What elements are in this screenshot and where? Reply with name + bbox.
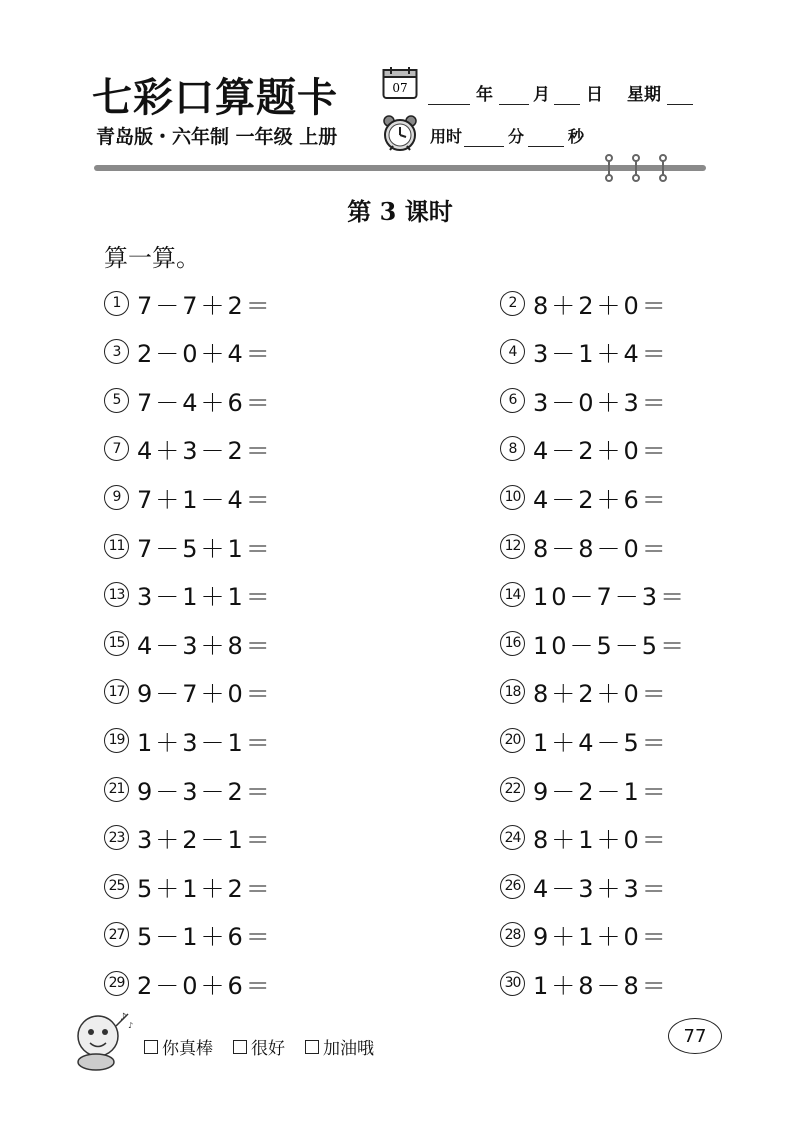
- rating-excellent-checkbox[interactable]: [144, 1040, 158, 1054]
- svg-text:♪: ♪: [120, 1012, 127, 1023]
- problem-expression: 2－0＋4＝: [137, 340, 273, 369]
- rating-good[interactable]: [233, 1034, 285, 1059]
- problem-number: 16: [500, 631, 525, 656]
- calendar-icon: [382, 66, 418, 100]
- problem-number: 20: [500, 728, 525, 753]
- problem-item: [500, 332, 669, 372]
- problem-item: [104, 575, 273, 615]
- problem-expression: 4－2＋6＝: [533, 485, 669, 514]
- problem-number: 7: [104, 436, 129, 461]
- problem-number: 5: [104, 388, 129, 413]
- problem-item: [104, 623, 273, 663]
- problem-item: [104, 720, 273, 760]
- time-spent-fields: [430, 124, 584, 147]
- rating-excellent[interactable]: [144, 1034, 213, 1059]
- problem-expression: 3＋2－1＝: [137, 826, 273, 855]
- minutes-label: 分: [508, 127, 525, 146]
- problem-item: [500, 915, 669, 955]
- problem-item: [104, 380, 273, 420]
- problem-expression: 1＋3－1＝: [137, 728, 273, 757]
- problem-number: 26: [500, 874, 525, 899]
- day-blank[interactable]: [554, 86, 580, 105]
- problem-expression: 4－3＋8＝: [137, 631, 273, 660]
- problem-expression: 7－5＋1＝: [137, 534, 273, 563]
- seconds-label: 秒: [568, 127, 585, 146]
- lesson-title: 第 3 课时: [347, 197, 453, 226]
- problem-expression: 2－0＋6＝: [137, 971, 273, 1000]
- month-blank[interactable]: [499, 86, 529, 105]
- problem-expression: 5－1＋6＝: [137, 923, 273, 952]
- problem-item: [500, 963, 669, 1003]
- problem-number: 28: [500, 922, 525, 947]
- problem-expression: 7－4＋6＝: [137, 388, 273, 417]
- problem-number: 24: [500, 825, 525, 850]
- problem-item: [500, 672, 669, 712]
- rating-excellent-label: 你真棒: [162, 1039, 213, 1059]
- year-blank[interactable]: [428, 86, 470, 105]
- problem-item: [104, 526, 273, 566]
- date-fields: [428, 80, 693, 105]
- problem-item: [104, 915, 273, 955]
- problem-item: [104, 672, 273, 712]
- cartoon-mascot-icon: [66, 1006, 136, 1072]
- problem-expression: 7－7＋2＝: [137, 291, 273, 320]
- problem-number: 22: [500, 777, 525, 802]
- problem-expression: 4－2＋0＝: [533, 437, 669, 466]
- problem-item: [500, 380, 669, 420]
- problem-item: [104, 477, 273, 517]
- problem-number: 21: [104, 777, 129, 802]
- problem-number: 4: [500, 339, 525, 364]
- rating-keep-going-label: 加油哦: [323, 1039, 374, 1059]
- problem-item: [500, 429, 669, 469]
- problem-expression: 9－3－2＝: [137, 777, 273, 806]
- problem-grid: [104, 283, 704, 1013]
- problem-item: [500, 623, 687, 663]
- alarm-clock-icon: [380, 113, 420, 153]
- problem-expression: 9－2－1＝: [533, 777, 669, 806]
- problem-item: [104, 332, 273, 372]
- day-label: 日: [586, 85, 603, 105]
- problem-item: [104, 769, 273, 809]
- problem-number: 14: [500, 582, 525, 607]
- year-label: 年: [476, 85, 493, 105]
- problem-expression: 1＋4－5＝: [533, 728, 669, 757]
- problem-number: 19: [104, 728, 129, 753]
- problem-expression: 8＋2＋0＝: [533, 291, 669, 320]
- problem-expression: 10－7－3＝: [533, 583, 688, 612]
- worksheet-header: [0, 0, 800, 190]
- seconds-blank[interactable]: [528, 128, 564, 147]
- problem-item: [500, 720, 669, 760]
- problem-item: [104, 429, 273, 469]
- svg-text:♪: ♪: [128, 1021, 134, 1030]
- problem-item: [104, 963, 273, 1003]
- problem-number: 6: [500, 388, 525, 413]
- problem-number: 10: [500, 485, 525, 510]
- problem-number: 18: [500, 679, 525, 704]
- problem-number: 15: [104, 631, 129, 656]
- brand-title: 七彩口算题卡: [92, 74, 338, 121]
- problem-expression: 3－0＋3＝: [533, 388, 669, 417]
- problem-number: 30: [500, 971, 525, 996]
- problem-expression: 1＋8－8＝: [533, 971, 669, 1000]
- problem-number: 1: [104, 291, 129, 316]
- problem-item: [500, 575, 687, 615]
- problem-item: [500, 477, 669, 517]
- problem-expression: 4－3＋3＝: [533, 874, 669, 903]
- problem-expression: 4＋3－2＝: [137, 437, 273, 466]
- problem-expression: 3－1＋4＝: [533, 340, 669, 369]
- problem-expression: 10－5－5＝: [533, 631, 688, 660]
- problem-number: 29: [104, 971, 129, 996]
- weekday-label: 星期: [627, 85, 661, 105]
- problem-number: 27: [104, 922, 129, 947]
- problem-number: 3: [104, 339, 129, 364]
- problem-number: 17: [104, 679, 129, 704]
- problem-number: 2: [500, 291, 525, 316]
- problem-number: 8: [500, 436, 525, 461]
- problem-number: 23: [104, 825, 129, 850]
- binder-rings-icon: [600, 154, 672, 184]
- calendar-day: 07: [392, 81, 408, 95]
- weekday-blank[interactable]: [667, 86, 693, 105]
- self-rating: [144, 1034, 374, 1059]
- problem-number: 9: [104, 485, 129, 510]
- problem-expression: 7＋1－4＝: [137, 485, 273, 514]
- problem-expression: 8＋2＋0＝: [533, 680, 669, 709]
- problem-number: 25: [104, 874, 129, 899]
- time-prefix-label: 用时: [430, 127, 463, 146]
- problem-item: [500, 283, 669, 323]
- problem-item: [500, 769, 669, 809]
- minutes-blank[interactable]: [464, 128, 504, 147]
- problem-item: [500, 526, 669, 566]
- problem-expression: 8＋1＋0＝: [533, 826, 669, 855]
- instruction-text: 算一算。: [104, 244, 200, 272]
- problem-item: [104, 818, 273, 858]
- problem-item: [500, 818, 669, 858]
- rating-good-label: 很好: [251, 1039, 285, 1059]
- problem-number: 11: [104, 534, 129, 559]
- rating-keep-going[interactable]: [305, 1034, 374, 1059]
- rating-keep-going-checkbox[interactable]: [305, 1040, 319, 1054]
- problem-expression: 9－7＋0＝: [137, 680, 273, 709]
- problem-item: [500, 866, 669, 906]
- problem-item: [104, 866, 273, 906]
- problem-number: 13: [104, 582, 129, 607]
- problem-expression: 5＋1＋2＝: [137, 874, 273, 903]
- problem-expression: 9＋1＋0＝: [533, 923, 669, 952]
- problem-expression: 8－8－0＝: [533, 534, 669, 563]
- page-number: 77: [668, 1018, 722, 1054]
- edition-subtitle: 青岛版・六年制 一年级 上册: [96, 126, 338, 148]
- problem-expression: 3－1＋1＝: [137, 583, 273, 612]
- rating-good-checkbox[interactable]: [233, 1040, 247, 1054]
- problem-item: [104, 283, 273, 323]
- problem-number: 12: [500, 534, 525, 559]
- month-label: 月: [533, 85, 550, 105]
